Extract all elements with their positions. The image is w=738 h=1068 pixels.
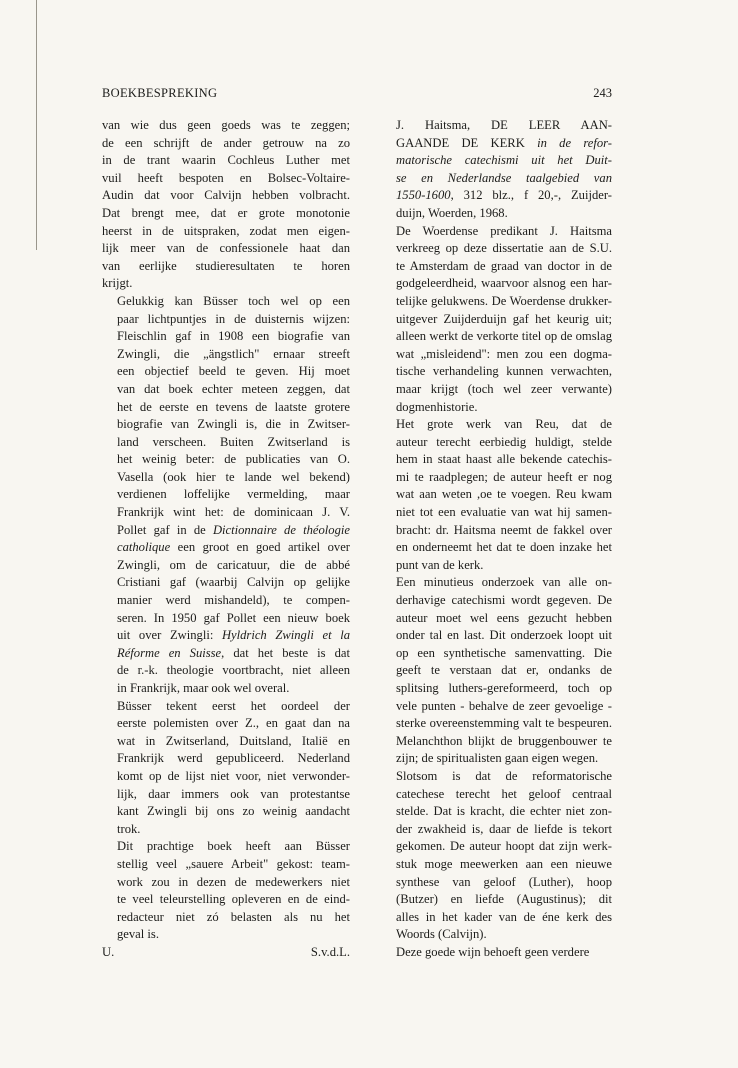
text-line: splitsing luthers-gereformeerd, toch op: [396, 681, 612, 695]
text-line: stelde. Dat is kracht, die echter niet zon-: [396, 804, 612, 819]
paragraph: [102, 698, 350, 839]
text-line: wat „misleidend": men zou een dogma-: [396, 346, 612, 361]
text-line: onder tal en last. Dit onderzoek loopt uit: [396, 628, 612, 643]
text-line: stuk moge meewerken aan een nieuwe: [396, 856, 612, 871]
paragraph: [381, 223, 612, 417]
text-line: dogmenhistorie.: [396, 399, 478, 414]
text-line: eerste polemisten over Z., en gaat dan na: [117, 716, 350, 731]
text-line: Melanchthon blijkt de bruggenbouwer te: [396, 733, 612, 748]
page-edge-line: [36, 0, 37, 250]
text-line: Dit prachtige boek heeft aan Büsser: [117, 839, 350, 854]
text-line: wat in Zwitserland, Duitsland, Italië en: [117, 733, 350, 748]
text-line: work zou in dezen de medewerkers niet: [117, 874, 350, 889]
text-line: Dat brengt mee, dat er grote monotonie: [102, 205, 350, 220]
text-line: mi te raadplegen; de auteur heeft er nog: [396, 469, 612, 484]
paragraph: [102, 838, 350, 944]
text-line: vuil heeft bespoten en Bolsec-Voltaire-: [102, 170, 350, 185]
text-line: (Butzer) en liefde (Augustinus); dit: [396, 892, 612, 907]
text-line: redacteur niet zó belasten als nu het: [117, 909, 350, 924]
text-line: auteur moet wel eens gezucht hebben: [396, 610, 612, 625]
text-line: uit over Zwingli: Hyldrich Zwingli et la: [117, 628, 350, 643]
text-line: Deze goede wijn behoeft geen verdere: [396, 944, 590, 959]
text-line: bracht: dr. Haitsma neemt de fakkel over: [396, 522, 612, 537]
text-line: vele punten - behalve de zeer gevoelige -: [396, 698, 612, 713]
text-line: Vasella (ook hier te lande wel bekend): [117, 469, 350, 484]
title-line: se en Nederlandse taalgebied van: [396, 170, 612, 185]
paragraph: [381, 416, 612, 574]
page-header: [102, 86, 612, 106]
text-line: op een synthetische samenvatting. Die: [396, 645, 612, 660]
text-line: van eerlijke studieresultaten te horen: [102, 258, 350, 273]
text-line: niet tot een evaluatie van wat hij samen-: [396, 505, 612, 520]
text-line: Het grote werk van Reu, dat de: [396, 417, 612, 432]
text-line: Slotsom is dat de reformatorische: [396, 768, 612, 783]
text-line: lijk, daar immers ook van protestantse: [117, 786, 350, 801]
text-line: catechese terecht het geloof centraal: [396, 786, 612, 801]
page-number: 243: [593, 86, 612, 100]
text-line: sterke overeenstemming valt te bespeuren.: [396, 716, 612, 731]
text-line: Réforme en Suisse, dat het beste is dat: [117, 645, 350, 660]
text-line: de een schrijft de ander getrouw na zo: [102, 135, 350, 150]
text-line: Frankrijk wint het: de dominicaan J. V.: [117, 505, 350, 520]
text-line: van wie dus geen goeds was te zeggen;: [102, 118, 350, 132]
text-line: Een minutieus onderzoek van alle on-: [396, 575, 612, 590]
text-line: wat aan weten ,oe te voegen. Reu kwam: [396, 487, 612, 502]
text-line: manier werd mishandeld), te compen-: [117, 593, 350, 608]
text-line: biografie van Zwingli is, die in Zwitser-: [117, 417, 350, 432]
text-line: hem in staat haast alle bekende catechis-: [396, 452, 612, 467]
text-line: Gelukkig kan Büsser toch wel op een: [117, 293, 350, 308]
text-line: synthese van geloof (Luther), hoop: [396, 874, 612, 889]
text-line: auteur terecht eerbiedig huldigt, stelde: [396, 434, 612, 449]
text-line: Pollet gaf in de Dictionnaire de théologie: [117, 522, 350, 537]
text-line: geval is.: [117, 927, 159, 942]
text-line: verkreeg op deze dissertatie aan de S.U.: [396, 241, 612, 256]
text-line: heerst in de uitspraken, zodat men eigen-: [102, 223, 350, 238]
title-line: duijn, Woerden, 1968.: [396, 205, 508, 220]
text-line: lijk meer van de confessionele haat dan: [102, 241, 350, 256]
text-line: uitgever Zuijderduijn gaf het keurig uit;: [396, 311, 612, 326]
review-signature: [102, 944, 350, 962]
text-line: punt van de kerk.: [396, 557, 484, 572]
text-line: alleen werkt de verkorte titel op de omslag: [396, 329, 612, 344]
text-line: van dat boek echter meteen zeggen, dat: [117, 381, 350, 396]
text-line: Fleischlin gaf in 1908 een biografie van: [117, 329, 350, 344]
right-column: [381, 117, 612, 962]
text-line: paar lichtpuntjes in de duisternis wijzen:: [117, 311, 350, 326]
text-line: een objectief beeld te geven. Hij moet: [117, 364, 350, 379]
text-line: verdienen loffelijke vermelding, maar: [117, 487, 350, 502]
paragraph: [381, 944, 612, 962]
review-title: [381, 117, 612, 223]
text-line: Audin dat voor Calvijn hebben volbracht.: [102, 188, 350, 203]
text-line: land verscheen. Buiten Zwitserland is: [117, 434, 350, 449]
running-head: BOEKBESPREKING: [102, 86, 218, 100]
text-line: telijke gelukwens. De Woerdense drukker-: [396, 293, 612, 308]
text-line: gekomen. De auteur hoopt dat zijn werk-: [396, 839, 612, 854]
signature-reviewer: S.v.d.L.: [310, 944, 350, 959]
paragraph: [102, 117, 350, 293]
title-line: matorische catechismi uit het Duit-: [396, 153, 612, 168]
text-line: in de trant waarin Cochleus Luther met: [102, 153, 350, 168]
text-line: en onderneemt het dat te doen inzake het: [396, 540, 612, 555]
text-line: stellig veel „sauere Arbeit" gekost: team-: [117, 856, 350, 871]
text-line: tische verhandeling kunnen verwachten,: [396, 364, 612, 379]
text-line: Woords (Calvijn).: [396, 927, 487, 942]
text-line: geeft te verstaan dat er, ondanks de: [396, 663, 612, 678]
review-body: [381, 223, 612, 962]
text-line: godgeleerdheid, waarvoor alsnog een har-: [396, 276, 612, 291]
text-line: de r.-k. theologie voortbracht, niet alleen: [117, 663, 350, 678]
text-line: het de eerste en tevens de laatste grotere: [117, 399, 350, 414]
text-line: Zwingli, om de caricatuur, die de abbé: [117, 557, 350, 572]
paragraph: [381, 574, 612, 768]
text-line: in Frankrijk, maar ook wel overal.: [117, 681, 290, 695]
text-line: krijgt.: [102, 276, 133, 291]
text-line: komt op de lijst niet voor, niet verwonder-: [117, 768, 350, 783]
text-line: Cristiani gaf (waarbij Calvijn op gelijke: [117, 575, 350, 590]
title-line: GAANDE DE KERK in de refor-: [396, 135, 612, 150]
paragraph: [102, 293, 350, 698]
text-line: het weinig beter: de publicaties van O.: [117, 452, 350, 467]
title-line: 1550-1600, 312 blz., f 20,-, Zuijder-: [396, 188, 612, 203]
text-line: Büsser tekent eerst het oordeel der: [117, 698, 350, 713]
text-line: alles in het kader van de éne kerk des: [396, 909, 612, 924]
text-line: derhavige catechismi wordt gegeven. De: [396, 593, 612, 608]
text-line: Zwingli, die „ängstlich" ernaar streeft: [117, 346, 350, 361]
text-line: te veel teleurstelling opleveren en de eind-: [117, 892, 350, 907]
text-line: der zwakheid is, daar de liefde is tekort: [396, 821, 612, 836]
text-line: te Amsterdam de graad van doctor in de: [396, 258, 612, 273]
title-line: J. Haitsma, DE LEER AAN-: [396, 118, 612, 132]
text-line: catholique een groot en goed artikel over: [117, 540, 350, 555]
text-line: maar krijgt (toch wel zeer verwante): [396, 381, 612, 396]
text-line: seren. In 1950 gaf Pollet een nieuw boek: [117, 610, 350, 625]
paragraph: [381, 768, 612, 944]
text-line: zijn; de spiritualisten gaan eigen wegen.: [396, 751, 599, 766]
left-column: [102, 117, 350, 962]
text-line: Frankrijk werd gepubliceerd. Nederland: [117, 751, 350, 766]
text-line: trok.: [117, 821, 141, 836]
text-line: De Woerdense predikant J. Haitsma: [396, 223, 612, 238]
text-line: kant Zwingli bij ons zo weinig aandacht: [117, 804, 350, 819]
signature-initial: U.: [102, 944, 115, 959]
